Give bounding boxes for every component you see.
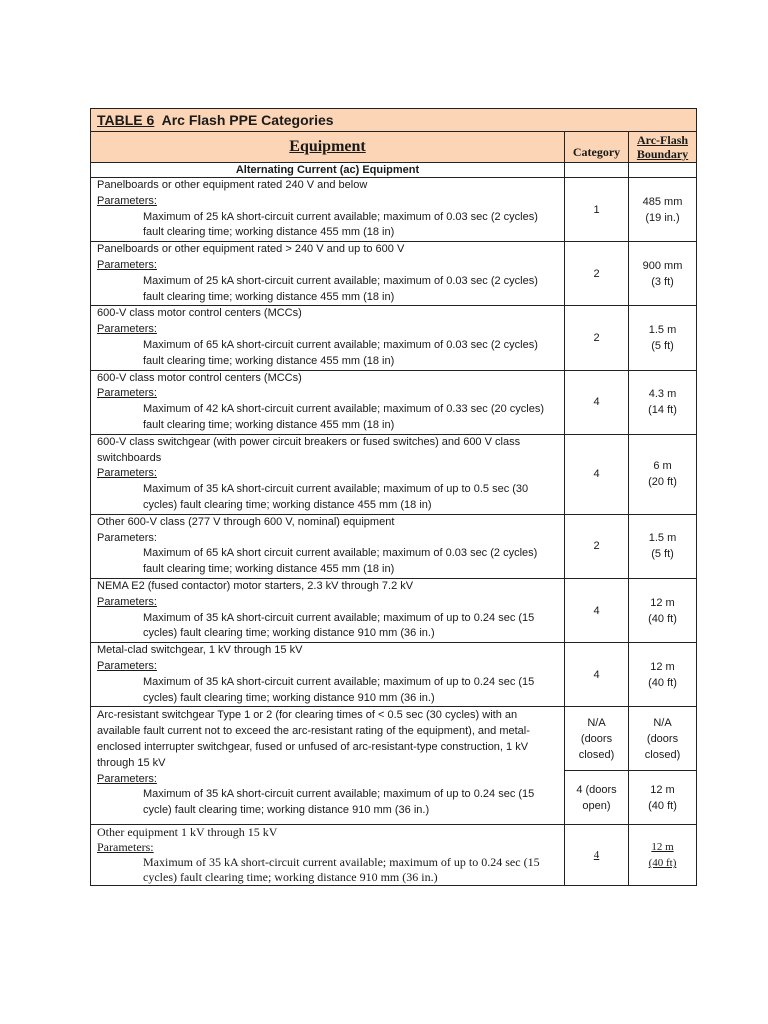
parameters-detail: Maximum of 35 kA short-circuit current available; maximum of up to 0.24 sec (15 cycles) fault clearing time; working distance 910 mm (36 in.) [143, 675, 535, 704]
boundary-metric: 12 m [650, 596, 675, 609]
table-row [91, 370, 697, 434]
header-arc-line2: Boundary [636, 147, 689, 161]
boundary-doors-open [629, 771, 697, 825]
equipment-name: Metal-clad switchgear, 1 kV through 15 kV [97, 644, 303, 657]
category-cell: 2 [565, 242, 629, 306]
parameters-label: Parameters: [97, 531, 157, 544]
category-cell: 1 [565, 178, 629, 242]
boundary-cell [629, 370, 697, 434]
parameters-detail: Maximum of 25 kA short-circuit current available; maximum of 0.03 sec (2 cycles) fault clearing time; working distance 455 mm (18 in) [143, 210, 538, 239]
equipment-cell [91, 242, 565, 306]
parameters-label: Parameters: [97, 258, 157, 271]
boundary-cell [629, 178, 697, 242]
parameters-detail: Maximum of 35 kA short-circuit current available; maximum of up to 0.24 sec (15 cycle) fault clearing time; working distance 910 mm (36 in.) [143, 788, 535, 817]
section-empty-cell [565, 163, 629, 178]
boundary-metric: 1.5 m [648, 532, 677, 545]
boundary-doors-closed [629, 707, 697, 771]
parameters-label: Parameters: [97, 323, 157, 336]
boundary-imperial: (20 ft) [648, 476, 677, 489]
equipment-cell [91, 707, 565, 825]
boundary-imperial: (14 ft) [648, 404, 677, 417]
arc-flash-ppe-table [90, 108, 697, 886]
boundary-imperial: (5 ft) [651, 339, 674, 352]
boundary-cell [629, 514, 697, 578]
category-line: N/A [587, 716, 606, 729]
category-cell: 2 [565, 306, 629, 370]
boundary-metric: 12 m [650, 783, 675, 796]
table-row [91, 178, 697, 242]
boundary-imperial: (40 ft) [648, 676, 677, 689]
table-title-row [91, 109, 697, 132]
equipment-name: Panelboards or other equipment rated 240 V and below [97, 179, 368, 191]
table-row-last [91, 825, 697, 886]
equipment-name: Other 600-V class (277 V through 600 V, nominal) equipment [97, 515, 395, 528]
category-cell [565, 825, 629, 886]
boundary-line: closed) [644, 748, 681, 761]
table-row-arc-resistant [91, 707, 697, 771]
boundary-metric: 6 m [653, 460, 672, 473]
parameters-label: Parameters: [97, 772, 157, 785]
category-doors-open [565, 771, 629, 825]
table-number: TABLE 6 [97, 112, 155, 128]
parameters-detail: Maximum of 65 kA short-circuit current available; maximum of 0.03 sec (2 cycles) fault clearing time; working distance 455 mm (18 in) [143, 338, 538, 367]
table-row [91, 514, 697, 578]
table-row [91, 643, 697, 707]
boundary-cell [629, 434, 697, 514]
boundary-metric: 4.3 m [648, 388, 677, 401]
parameters-detail: Maximum of 25 kA short-circuit current available; maximum of 0.03 sec (2 cycles) fault clearing time; working distance 455 mm (18 in) [143, 274, 538, 303]
boundary-cell [629, 242, 697, 306]
boundary-metric: 1.5 m [648, 323, 677, 336]
equipment-cell [91, 578, 565, 642]
parameters-label: Parameters: [97, 194, 157, 207]
category-cell: 4 [565, 434, 629, 514]
equipment-name: 600-V class switchgear (with power circuit breakers or fused switches) and 600 V class switchboards [97, 435, 521, 464]
boundary-imperial: (40 ft) [648, 612, 677, 625]
boundary-imperial: (40 ft) [648, 799, 677, 812]
parameters-detail: Maximum of 65 kA short circuit current available; maximum of 0.03 sec (2 cycles) fault clearing time; working distance 455 mm (18 in) [143, 547, 538, 576]
parameters-detail: Maximum of 35 kA short-circuit current available; maximum of up to 0.5 sec (30 cycles) fault clearing time; working distance 455 mm (18 in) [143, 483, 529, 511]
equipment-cell [91, 370, 565, 434]
category-line: closed) [578, 748, 615, 761]
equipment-name: Panelboards or other equipment rated > 240 V and up to 600 V [97, 243, 405, 256]
equipment-cell [91, 434, 565, 514]
boundary-line: N/A [653, 716, 672, 729]
header-arc-line1: Arc-Flash [636, 133, 689, 147]
category-cell: 4 [565, 578, 629, 642]
parameters-detail: Maximum of 42 kA short-circuit current available; maximum of 0.33 sec (20 cycles) fault clearing time; working distance 455 mm (18 in) [143, 403, 545, 431]
section-heading: Alternating Current (ac) Equipment [91, 163, 565, 178]
equipment-cell [91, 306, 565, 370]
equipment-cell [91, 825, 565, 886]
header-equipment-label: Equipment [289, 138, 366, 155]
parameters-label: Parameters: [97, 387, 157, 400]
section-row [91, 163, 697, 178]
equipment-name: Other equipment 1 kV through 15 kV [97, 825, 278, 840]
equipment-cell [91, 643, 565, 707]
parameters-label: Parameters: [97, 595, 157, 608]
equipment-cell [91, 178, 565, 242]
table-title [91, 109, 697, 132]
table-row [91, 242, 697, 306]
section-empty-cell [629, 163, 697, 178]
equipment-cell [91, 514, 565, 578]
table-row [91, 578, 697, 642]
boundary-metric: 900 mm [642, 259, 683, 272]
category-doors-closed [565, 707, 629, 771]
table-title-text: Arc Flash PPE Categories [161, 112, 334, 128]
category-line: 4 (doors [576, 783, 617, 796]
boundary-line: (doors [646, 732, 679, 745]
parameters-label: Parameters: [97, 467, 157, 480]
parameters-detail: Maximum of 35 kA short-circuit current available; maximum of up to 0.24 sec (15 cycles) fault clearing time; working distance 910 mm (36 in.) [143, 855, 540, 885]
table-row [91, 306, 697, 370]
boundary-cell [629, 306, 697, 370]
boundary-cell [629, 578, 697, 642]
header-row [91, 132, 697, 163]
parameters-detail: Maximum of 35 kA short-circuit current available; maximum of up to 0.24 sec (15 cycles) fault clearing time; working distance 910 mm (36 in.) [143, 611, 535, 640]
category-line: open) [582, 799, 611, 812]
header-category: Category [565, 132, 629, 163]
boundary-metric: 12 m [651, 841, 674, 854]
boundary-cell [629, 825, 697, 886]
parameters-label: Parameters: [97, 840, 154, 855]
boundary-metric: 485 mm [642, 195, 683, 208]
header-arc-flash-boundary [629, 132, 697, 163]
boundary-metric: 12 m [650, 660, 675, 673]
category-line: (doors [580, 732, 613, 745]
equipment-name: 600-V class motor control centers (MCCs) [97, 307, 302, 320]
category-value: 4 [593, 849, 600, 862]
equipment-name: NEMA E2 (fused contactor) motor starters, 2.3 kV through 7.2 kV [97, 579, 414, 592]
header-equipment [91, 132, 565, 163]
table-row [91, 434, 697, 514]
boundary-imperial: (5 ft) [651, 548, 674, 561]
equipment-name: Arc-resistant switchgear Type 1 or 2 (for clearing times of < 0.5 sec (30 cycles) with an available fault current not to exceed the arc-resistant rating of the equipment), and metal-enclosed interrupter switchgear, fused or unfused of arc-resistant-type construction, 1 kV through 15 kV [97, 709, 530, 769]
boundary-imperial: (19 in.) [645, 211, 680, 224]
category-cell: 2 [565, 514, 629, 578]
parameters-label: Parameters: [97, 659, 157, 672]
boundary-cell [629, 643, 697, 707]
category-cell: 4 [565, 370, 629, 434]
equipment-name: 600-V class motor control centers (MCCs) [97, 371, 302, 384]
boundary-imperial: (40 ft) [648, 857, 677, 870]
category-cell: 4 [565, 643, 629, 707]
boundary-imperial: (3 ft) [651, 275, 674, 288]
